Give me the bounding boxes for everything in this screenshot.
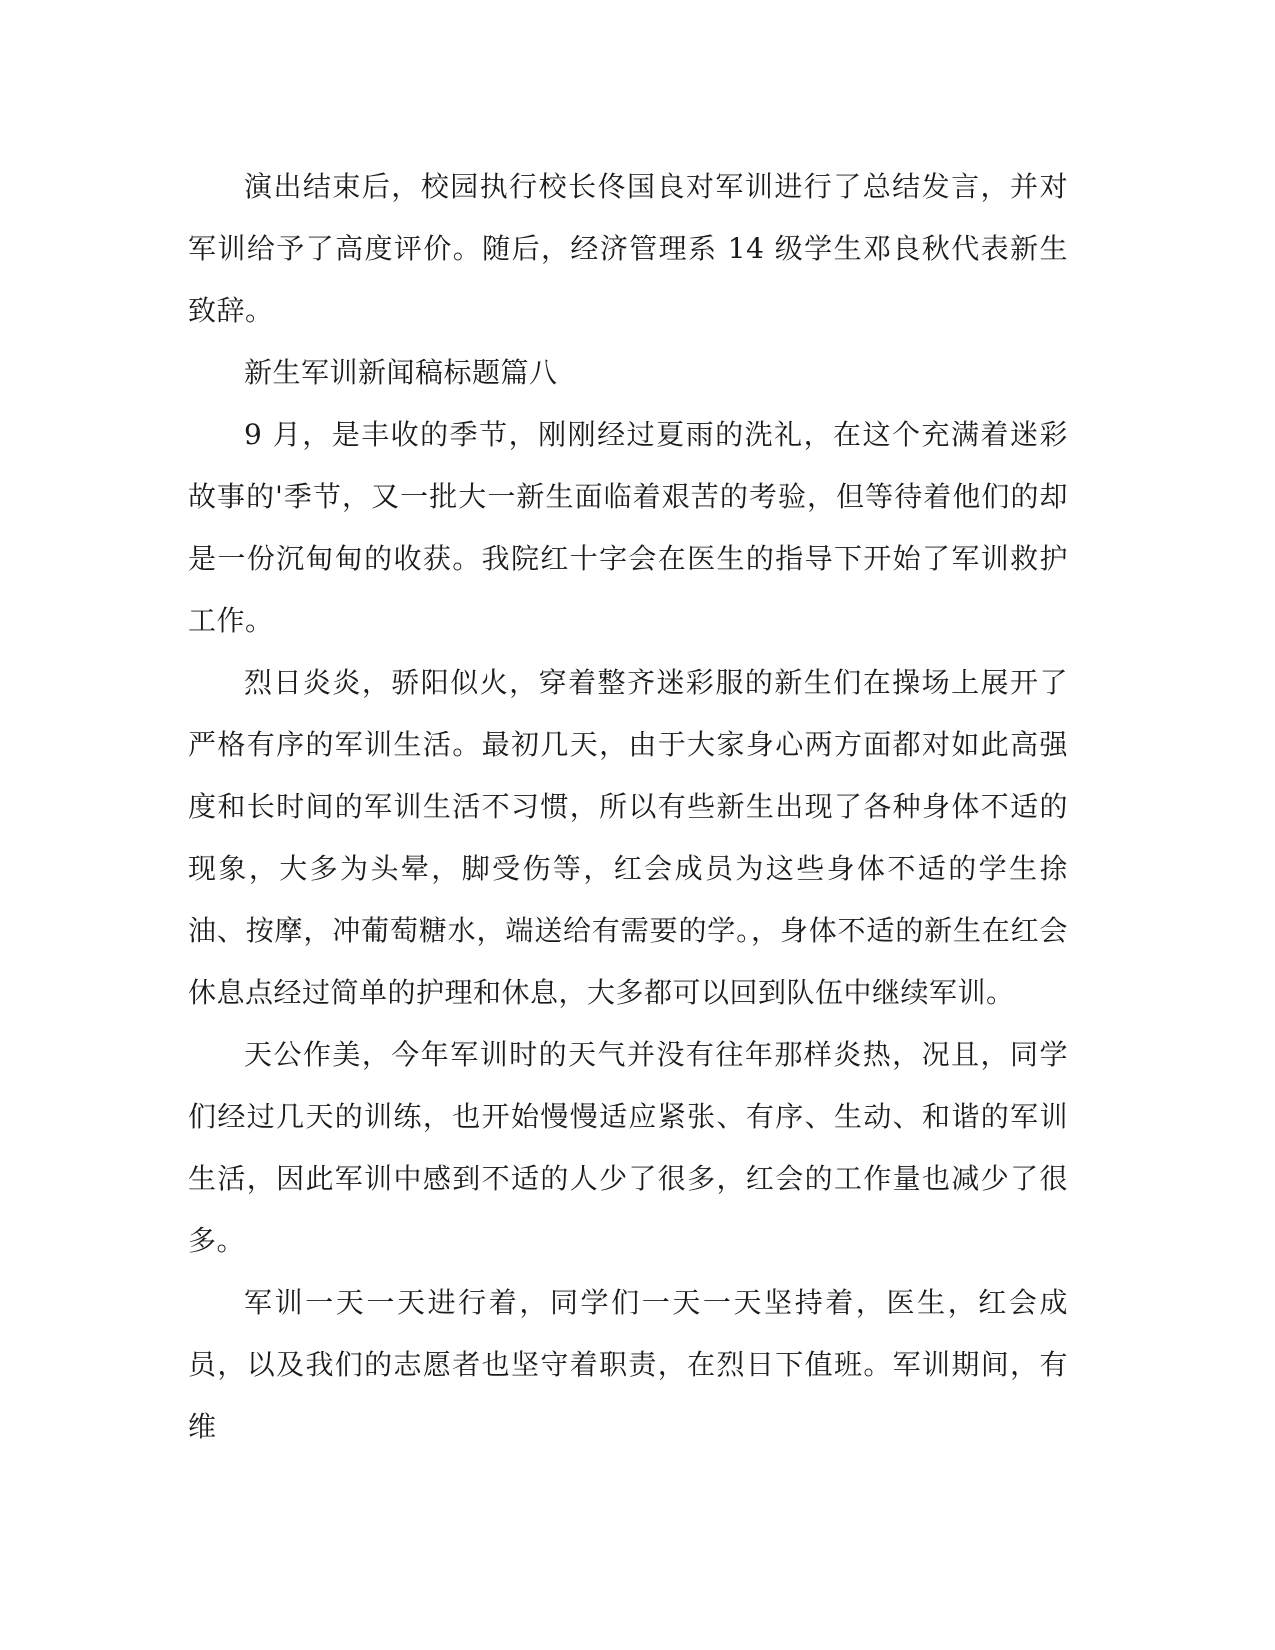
paragraph-weather: 天公作美，今年军训时的天气并没有往年那样炎热，况且，同学们经过几天的训练，也开始慢慢适应紧张、有序、生动、和谐的军训生活，因此军训中感到不适的人少了很多，红会的工作量也减少了很多。 [188, 1038, 1068, 1257]
paragraph-closing-speech: 演出结束后，校园执行校长佟国良对军训进行了总结发言，并对军训给予了高度评价。随后，经济管理系 14 级学生邓良秋代表新生致辞。 [188, 170, 1068, 327]
section-heading: 新生军训新闻稿标题篇八 [244, 356, 558, 389]
document-body [188, 156, 1068, 1458]
paragraph-intro: 9 月，是丰收的季节，刚刚经过夏雨的洗礼，在这个充满着迷彩故事的'季节，又一批大一新生面临着艰苦的考验，但等待着他们的却是一份沉甸甸的收获。我院红十字会在医生的指导下开始了军训救护工作。 [188, 418, 1068, 637]
paragraph-hot-days: 烈日炎炎，骄阳似火，穿着整齐迷彩服的新生们在操场上展开了严格有序的军训生活。最初几天，由于大家身心两方面都对如此高强度和长时间的军训生活不习惯，所以有些新生出现了各种身体不适的现象，大多为头晕，脚受伤等，红会成员为这些身体不适的学生捈油、按摩，冲葡萄糖水，端送给有需要的学。，身体不适的新生在红会休息点经过简单的护理和休息，大多都可以回到队伍中继续军训。 [188, 666, 1068, 1009]
paragraph-persistence: 军训一天一天进行着，同学们一天一天坚持着，医生，红会成员，以及我们的志愿者也坚守着职责，在烈日下值班。军训期间，有维 [188, 1286, 1068, 1443]
